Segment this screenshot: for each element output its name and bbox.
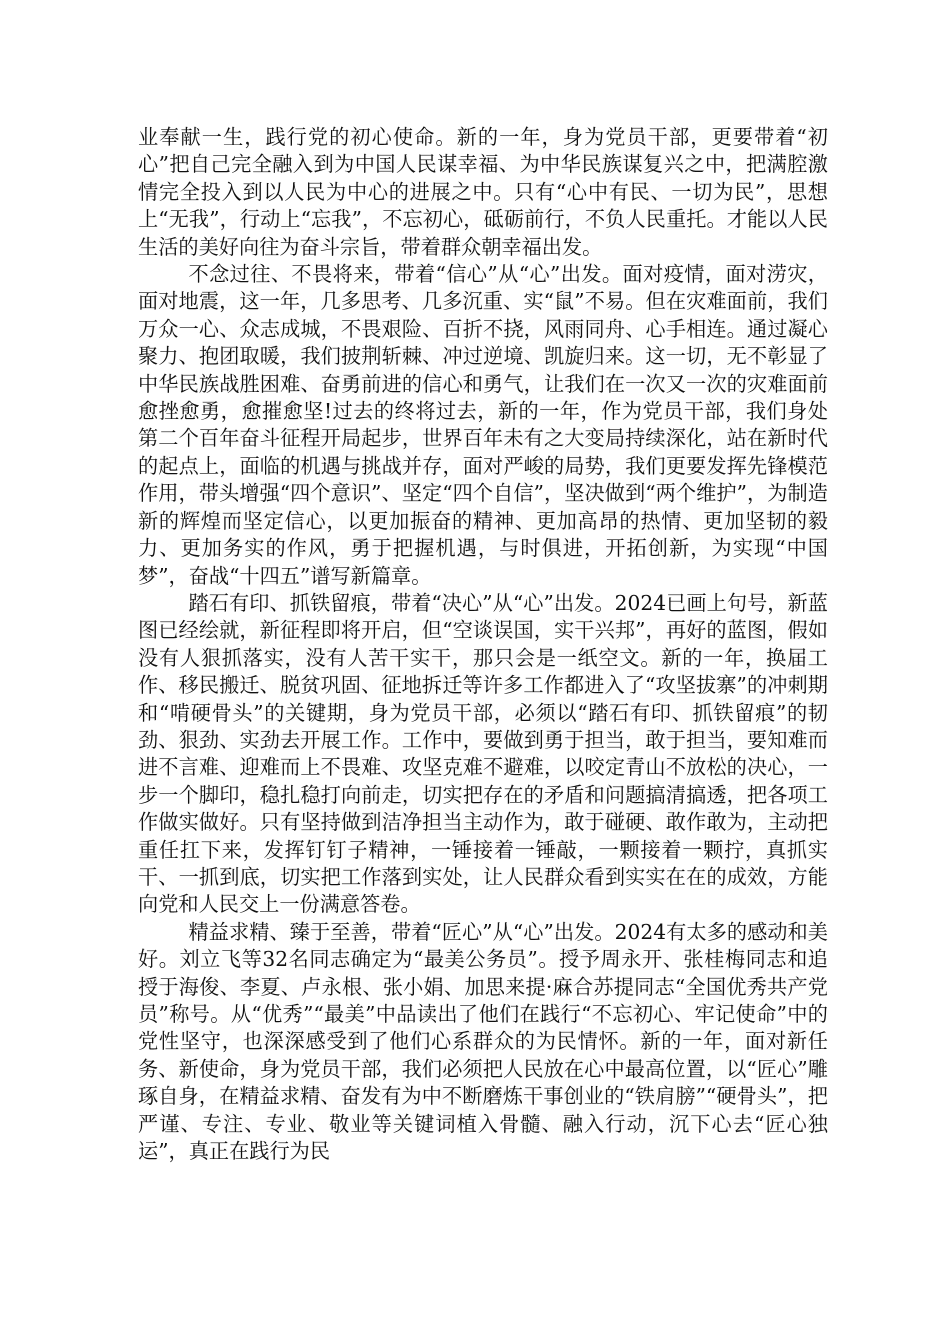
body-text: [138, 124, 828, 1165]
paragraph-3: 踏石有印、抓铁留痕，带着“决心”从“心”出发。2024已画上句号，新蓝图已经绘就，新征程即将开启，但“空谈误国，实干兴邦”，再好的蓝图，假如没有人狠抓落实，没有人苦干实干，那只会是一纸空文。新的一年，换届工作、移民搬迁、脱贫巩固、征地拆迁等许多工作都进入了“攻坚拔寨”的冲刺期和“啃硬骨头”的关键期，身为党员干部，必须以“踏石有印、抓铁留痕”的韧劲、狠劲、实劲去开展工作。工作中，要做到勇于担当，敢于担当，要知难而进不言难、迎难而上不畏难、攻坚克难不避难，以咬定青山不放松的决心，一步一个脚印，稳扎稳打向前走，切实把存在的矛盾和问题搞清搞透，把各项工作做实做好。只有坚持做到洁净担当主动作为，敢于碰硬、敢作敢为，主动把重任扛下来，发挥钉钉子精神，一锤接着一锤敲，一颗接着一颗拧，真抓实干、一抓到底，切实把工作落到实处，让人民群众看到实实在在的成效，方能向党和人民交上一份满意答卷。: [138, 590, 828, 917]
paragraph-2: 不念过往、不畏将来，带着“信心”从“心”出发。面对疫情，面对涝灾，面对地震，这一年，几多思考、几多沉重、实“鼠”不易。但在灾难面前，我们万众一心、众志成城，不畏艰险、百折不挠，风雨同舟、心手相连。通过凝心聚力、抱团取暖，我们披荆斩棘、冲过逆境、凯旋归来。这一切，无不彰显了中华民族战胜困难、奋勇前进的信心和勇气，让我们在一次又一次的灾难面前愈挫愈勇，愈摧愈坚!过去的终将过去，新的一年，作为党员干部，我们身处第二个百年奋斗征程开局起步，世界百年未有之大变局持续深化，站在新时代的起点上，面临的机遇与挑战并存，面对严峻的局势，我们更要发挥先锋模范作用，带头增强“四个意识”、坚定“四个自信”，坚决做到“两个维护”，为制造新的辉煌而坚定信心，以更加振奋的精神、更加高昂的热情、更加坚韧的毅力、更加务实的作风，勇于把握机遇，与时俱进，开拓创新，为实现“中国梦”，奋战“十四五”谱写新篇章。: [138, 262, 828, 588]
paragraph-4: 精益求精、臻于至善，带着“匠心”从“心”出发。2024有太多的感动和美好。刘立飞等32名同志确定为“最美公务员”。授予周永开、张桂梅同志和追授于海俊、李夏、卢永根、张小娟、加思来提·麻合苏提同志“全国优秀共产党员”称号。从“优秀”“最美”中品读出了他们在践行“不忘初心、牢记使命”中的党性坚守，也深深感受到了他们心系群众的为民情怀。新的一年，面对新任务、新使命，身为党员干部，我们必须把人民放在心中最高位置，以“匠心”雕琢自身，在精益求精、奋发有为中不断磨炼干事创业的“铁肩膀”“硬骨头”，把严谨、专注、专业、敬业等关键词植入骨髓、融入行动，沉下心去“匠心独运”，真正在践行为民: [138, 919, 828, 1164]
paragraph-1: 业奉献一生，践行党的初心使命。新的一年，身为党员干部，更要带着“初心”把自己完全融入到为中国人民谋幸福、为中华民族谋复兴之中，把满腔激情完全投入到以人民为中心的进展之中。只有“心中有民、一切为民”，思想上“无我”，行动上“忘我”，不忘初心，砥砺前行，不负人民重托。才能以人民生活的美好向往为奋斗宗旨，带着群众朝幸福出发。: [138, 125, 828, 259]
